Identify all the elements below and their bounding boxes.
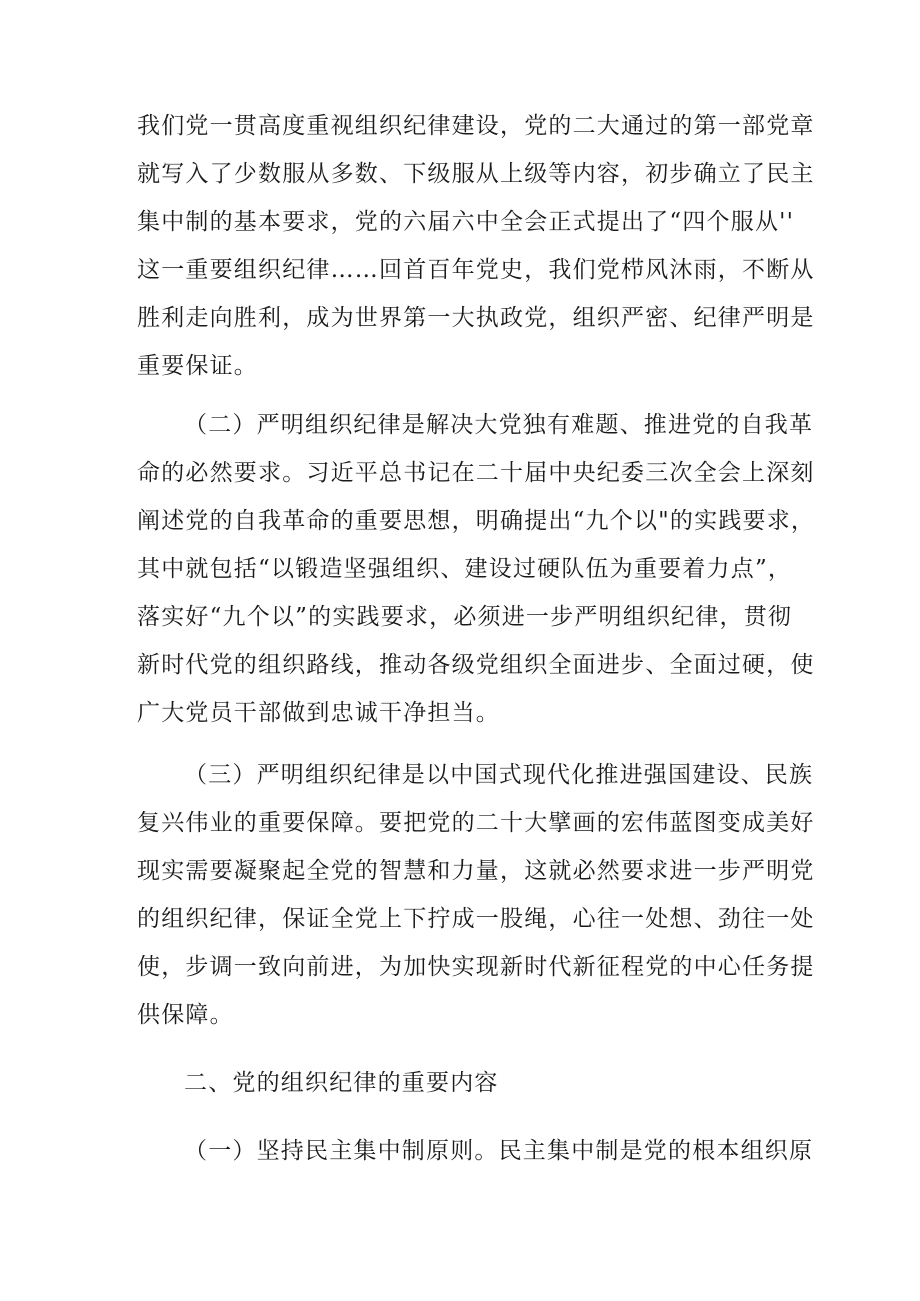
text-line: 广大党员干部做到忠诚干净担当。 [137, 700, 500, 726]
section-heading [137, 1059, 785, 1107]
text-line: 其中就包括“以锻造坚强组织、建设过硬队伍为重要着力点”， [137, 556, 793, 582]
text-line: 复兴伟业的重要保障。要把党的二十大擘画的宏伟蓝图变成美好 [137, 810, 815, 836]
paragraph-party-tradition [137, 102, 815, 390]
text-line: 的组织纪律，保证全党上下拧成一股绳，心往一处想、劲往一处 [137, 906, 815, 932]
text-line: 就写入了少数服从多数、下级服从上级等内容，初步确立了民主 [137, 161, 815, 187]
section-title: 二、党的组织纪律的重要内容 [184, 1070, 499, 1096]
text-line: 供保障。 [137, 1002, 234, 1028]
paragraph-democratic-centralism [137, 1127, 814, 1175]
text-line: 使，步调一致向前进，为加快实现新时代新征程党的中心任务提 [137, 954, 815, 980]
text-line: 现实需要凝聚起全党的智慧和力量，这就必然要求进一步严明党 [137, 858, 815, 884]
text-line: 我们党一贯高度重视组织纪律建设，党的二大通过的第一部党章 [137, 113, 815, 139]
text-line: 这一重要组织纪律……回首百年党史，我们党栉风沐雨，不断从 [137, 257, 815, 283]
text-line: 新时代党的组织路线，推动各级党组织全面进步、全面过硬，使 [137, 652, 815, 678]
text-line: 胜利走向胜利，成为世界第一大执政党，组织严密、纪律严明是 [137, 305, 815, 331]
text-line: （一）坚持民主集中制原则。民主集中制是党的根本组织原 [184, 1138, 814, 1164]
text-line: （三）严明组织纪律是以中国式现代化推进强国建设、民族 [184, 762, 814, 788]
text-line: 集中制的基本要求，党的六届六中全会正式提出了“四个服从'' [137, 209, 795, 235]
paragraph-self-revolution [137, 401, 816, 737]
text-line: 命的必然要求。习近平总书记在二十届中央纪委三次全会上深刻 [137, 460, 815, 486]
text-line: 阐述党的自我革命的重要思想，明确提出“九个以"的实践要求， [137, 508, 816, 534]
text-line: （二）严明组织纪律是解决大党独有难题、推进党的自我革 [184, 412, 814, 438]
text-line: 重要保证。 [137, 353, 258, 379]
text-line: 落实好“九个以”的实践要求，必须进一步严明组织纪律，贯彻 [137, 604, 793, 630]
paragraph-modernization [137, 751, 815, 1039]
